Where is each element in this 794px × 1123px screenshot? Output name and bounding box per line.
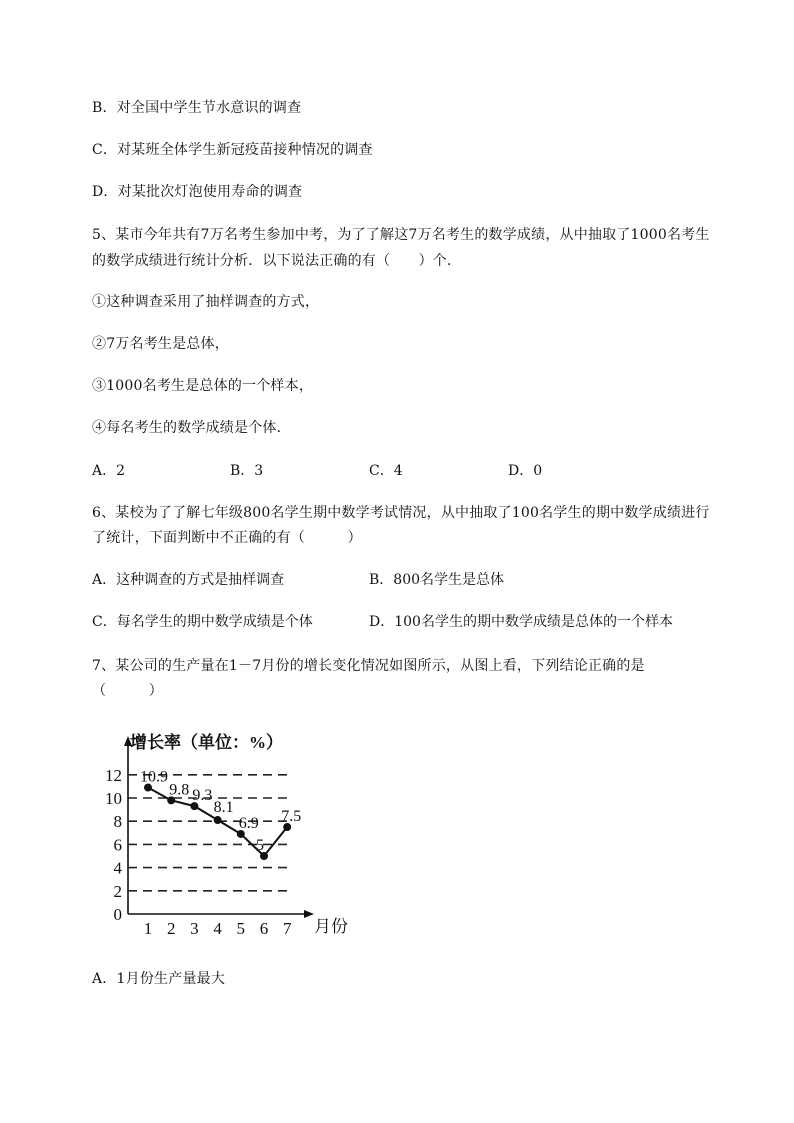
q5-option-a: A．2 bbox=[92, 463, 126, 479]
q6-stem-line2: 了统计，下面判断中不正确的有（ ） bbox=[92, 530, 362, 546]
x-tick-label-2: 2 bbox=[166, 919, 176, 938]
y-tick-label-12: 12 bbox=[105, 765, 122, 785]
q7-stem-line2: （ ） bbox=[92, 683, 163, 699]
q4-option-c: C．对某班全体学生新冠疫苗接种情况的调查 bbox=[92, 142, 373, 158]
y-tick-label-10: 10 bbox=[105, 789, 122, 808]
q6-option-d: D．100名学生的期中数学成绩是总体的一个样本 bbox=[369, 614, 673, 630]
q6-option-a: A．这种调查的方式是抽样调查 bbox=[92, 572, 285, 588]
q4-option-d: D．对某批次灯泡使用寿命的调查 bbox=[92, 184, 303, 200]
q5-statement-2: ②7万名考生是总体， bbox=[92, 336, 229, 352]
x-tick-label-4: 4 bbox=[213, 919, 222, 938]
q5-stem-line1: 5、某市今年共有7万名考生参加中考，为了了解这7万名考生的数学成绩，从中抽取了1000名考生 bbox=[92, 227, 710, 243]
x-tick-labels bbox=[144, 919, 292, 938]
x-axis-title: 月份 bbox=[314, 917, 348, 936]
q5-option-c: C．4 bbox=[369, 463, 403, 479]
q6-option-c: C．每名学生的期中数学成绩是个体 bbox=[92, 614, 313, 630]
data-label-7: 7.5 bbox=[281, 808, 302, 825]
data-label-4: 8.1 bbox=[213, 799, 234, 817]
q5-stem-line2: 的数学成绩进行统计分析．以下说法正确的有（ ）个． bbox=[92, 253, 462, 269]
y-tick-label-4: 4 bbox=[113, 858, 122, 878]
data-label-2: 9.8 bbox=[169, 781, 190, 799]
q4-option-b: B．对全国中学生节水意识的调查 bbox=[92, 100, 302, 116]
q5-statement-1: ①这种调查采用了抽样调查的方式， bbox=[92, 294, 320, 310]
q5-statement-3: ③1000名考生是总体的一个样本， bbox=[92, 378, 314, 394]
growth-rate-chart bbox=[92, 724, 372, 944]
x-tick-label-5: 5 bbox=[236, 919, 246, 938]
x-tick-label-1: 1 bbox=[143, 919, 153, 938]
data-label-5: 6.9 bbox=[238, 814, 259, 832]
q5-statement-4: ④每名考生的数学成绩是个体． bbox=[92, 420, 291, 436]
y-axis-title: 增长率（单位：%） bbox=[130, 733, 283, 752]
q5-option-b: B．3 bbox=[230, 463, 264, 479]
data-label-6: 5 bbox=[256, 837, 264, 854]
x-tick-label-7: 7 bbox=[282, 919, 292, 938]
x-axis-arrow bbox=[304, 910, 314, 918]
x-tick-label-6: 6 bbox=[259, 919, 269, 938]
y-tick-label-2: 2 bbox=[113, 881, 122, 901]
data-label-1: 10.9 bbox=[140, 768, 168, 786]
q6-option-b: B．800名学生是总体 bbox=[369, 572, 505, 588]
q7-stem-line1: 7、某公司的生产量在1－7月份的增长变化情况如图所示，从图上看，下列结论正确的是 bbox=[92, 658, 645, 674]
y-tick-labels bbox=[105, 766, 123, 924]
data-point-4 bbox=[214, 816, 222, 824]
q7-option-a: A．1月份生产量最大 bbox=[92, 971, 226, 987]
q6-stem-line1: 6、某校为了了解七年级800名学生期中数学考试情况，从中抽取了100名学生的期中数学成绩进行 bbox=[92, 505, 710, 521]
q5-option-d: D．0 bbox=[508, 463, 543, 479]
x-tick-label-3: 3 bbox=[190, 919, 199, 938]
y-tick-label-8: 8 bbox=[113, 812, 122, 832]
data-label-3: 9.3 bbox=[192, 787, 213, 805]
y-tick-label-0: 0 bbox=[113, 905, 122, 924]
y-tick-label-6: 6 bbox=[113, 835, 122, 855]
